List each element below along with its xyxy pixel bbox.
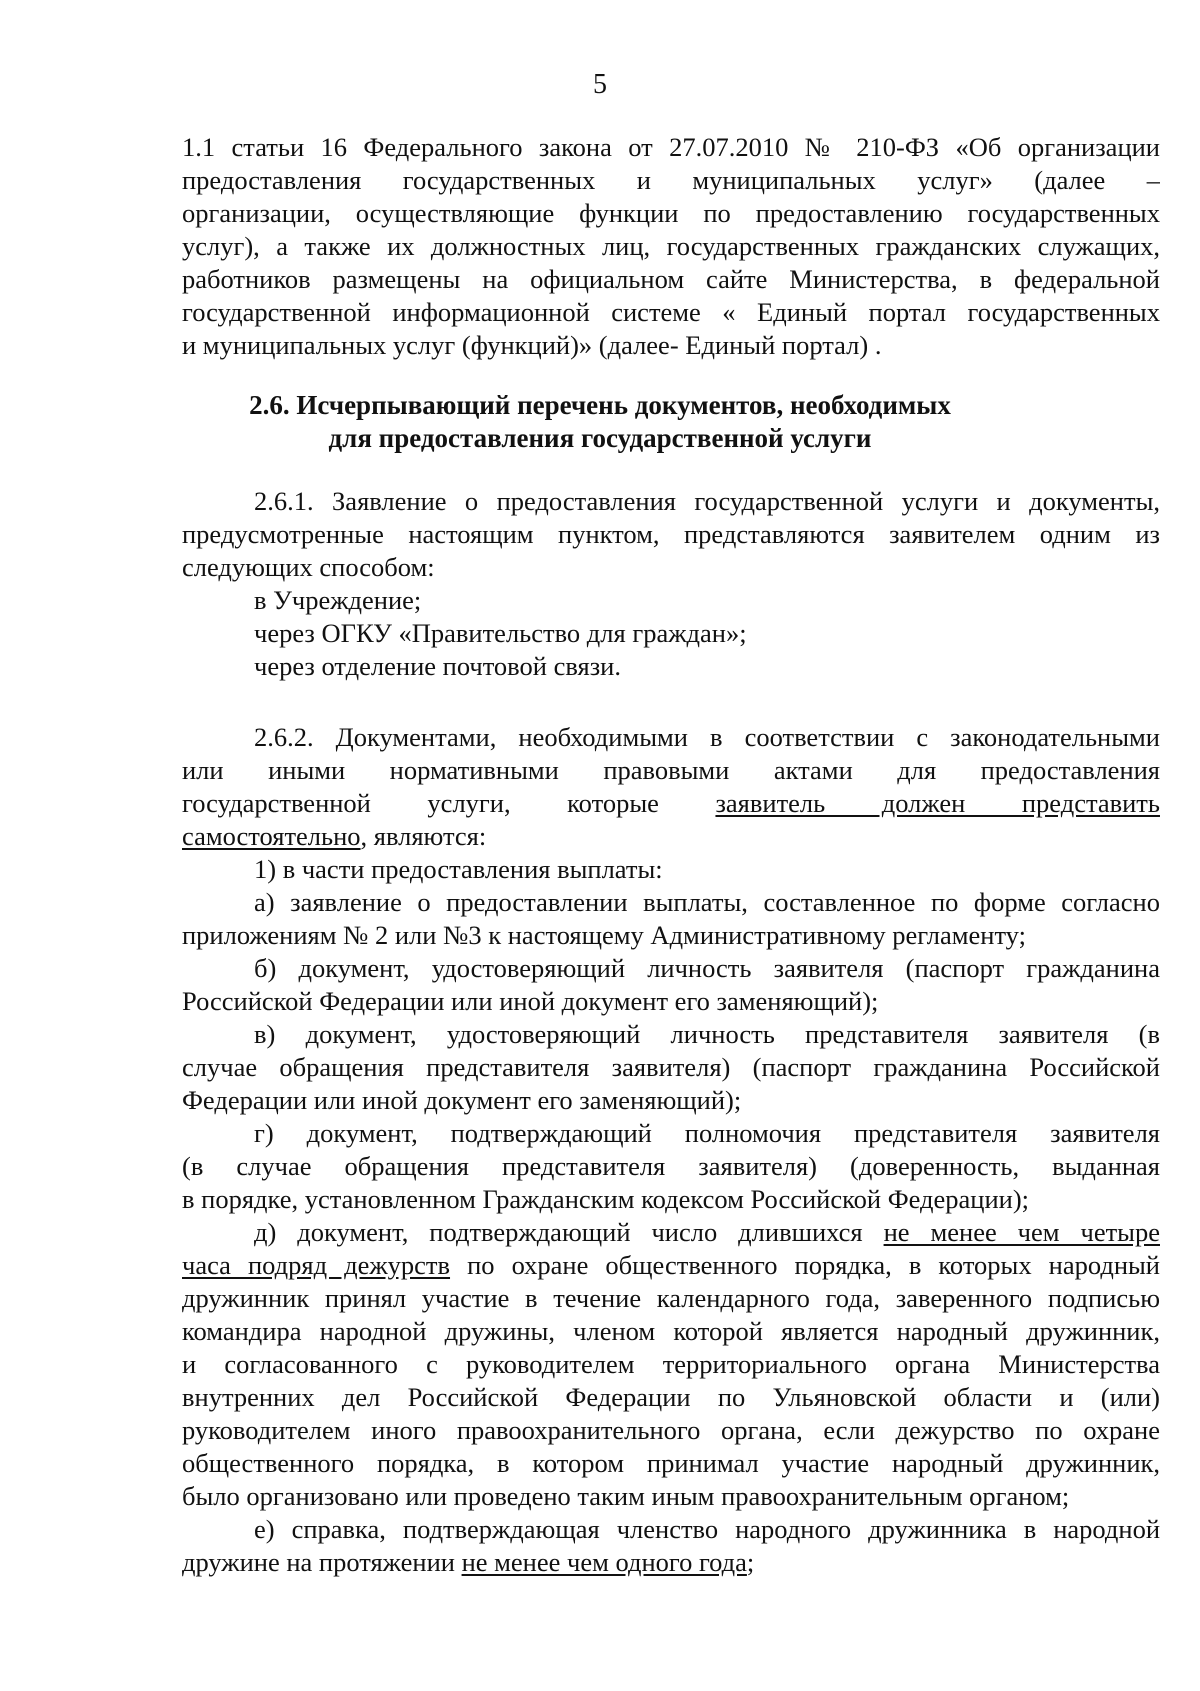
text-span: , являются:	[360, 821, 487, 851]
text-line: б) документ, удостоверяющий личность заявителя (паспорт гражданина	[254, 953, 1160, 983]
text-line: работников размещены на официальном сайте Министерства, в федеральной	[182, 264, 1160, 294]
text-line: 2.6.2. Документами, необходимыми в соответствии с законодательными	[254, 722, 1160, 752]
text-line: командира народной дружины, членом которой является народный дружинник,	[182, 1316, 1160, 1346]
paragraph-2-6-1	[182, 485, 1160, 683]
list-item: через отделение почтовой связи.	[254, 651, 621, 681]
text-line: и муниципальных услуг (функций)» (далее- Единый портал) .	[182, 330, 882, 360]
text-line: государственной информационной системе « Единый портал государственных	[182, 297, 1160, 327]
text-line: услуг), а также их должностных лиц, государственных гражданских служащих,	[182, 231, 1160, 261]
text-span: ;	[746, 1547, 755, 1577]
text-line: в порядке, установленном Гражданским кодексом Российской Федерации);	[182, 1184, 1030, 1214]
text-line: предусмотренные настоящим пунктом, представляются заявителем одним из	[182, 519, 1160, 549]
text-line: 2.6.1. Заявление о предоставления государственной услуги и документы,	[254, 486, 1160, 516]
text-span: государственной услуги, которые	[182, 788, 716, 818]
text-line	[182, 787, 1160, 820]
text-line: а) заявление о предоставлении выплаты, составленное по форме согласно	[254, 887, 1160, 917]
text-line: 1.1 статьи 16 Федерального закона от 27.07.2010 № 210-ФЗ «Об организации	[182, 132, 1160, 162]
heading-line: 2.6. Исчерпывающий перечень документов, необходимых	[249, 390, 951, 420]
text-line: Российской Федерации или иной документ его заменяющий);	[182, 986, 879, 1016]
list-item: в Учреждение;	[254, 585, 422, 615]
text-line: внутренних дел Российской Федерации по Ульяновской области и (или)	[182, 1382, 1160, 1412]
text-line: дружинник принял участие в течение календарного года, заверенного подписью	[182, 1283, 1160, 1313]
text-line: было организовано или проведено таким иным правоохранительным органом;	[182, 1481, 1070, 1511]
text-line	[182, 1546, 1160, 1579]
paragraph-2-6-2	[182, 721, 1160, 1579]
text-line: в) документ, удостоверяющий личность представителя заявителя (в	[254, 1019, 1160, 1049]
underlined-text: не менее чем одного года	[461, 1547, 747, 1577]
text-span: по охране общественного порядка, в которых народный	[450, 1250, 1160, 1280]
text-line: руководителем иного правоохранительного органа, если дежурство по охране	[182, 1415, 1160, 1445]
text-line: общественного порядка, в котором принимал участие народный дружинник,	[182, 1448, 1160, 1478]
text-line	[182, 1249, 1160, 1282]
text-line: случае обращения представителя заявителя) (паспорт гражданина Российской	[182, 1052, 1160, 1082]
text-span: дружине на протяжении	[182, 1547, 462, 1577]
text-line	[182, 1216, 1160, 1249]
underlined-text: не менее чем четыре	[883, 1217, 1160, 1247]
text-line	[182, 820, 1160, 853]
text-line: организации, осуществляющие функции по предоставлению государственных	[182, 198, 1160, 228]
list-item: через ОГКУ «Правительство для граждан»;	[254, 618, 747, 648]
text-line: следующих способом:	[182, 552, 435, 582]
text-line: приложениям № 2 или №3 к настоящему Административному регламенту;	[182, 920, 1026, 950]
text-line: и согласованного с руководителем территориального органа Министерства	[182, 1349, 1160, 1379]
underlined-text: заявитель должен представить	[715, 788, 1160, 818]
intro-paragraph	[182, 131, 1160, 362]
text-span: д) документ, подтверждающий число длившихся	[254, 1217, 884, 1247]
text-line: Федерации или иной документ его заменяющий);	[182, 1085, 742, 1115]
text-line: (в случае обращения представителя заявителя) (доверенность, выданная	[182, 1151, 1160, 1181]
underlined-text: часа подряд дежурств	[182, 1250, 451, 1280]
text-line: предоставления государственных и муниципальных услуг» (далее –	[182, 165, 1160, 195]
text-line: или иными нормативными правовыми актами для предоставления	[182, 755, 1160, 785]
page-number: 5	[593, 69, 607, 100]
text-line: 1) в части предоставления выплаты:	[254, 854, 663, 884]
section-heading	[0, 389, 1200, 455]
text-line: е) справка, подтверждающая членство народного дружинника в народной	[254, 1514, 1160, 1544]
text-line: г) документ, подтверждающий полномочия представителя заявителя	[254, 1118, 1160, 1148]
underlined-text: самостоятельно	[182, 821, 361, 851]
heading-line: для предоставления государственной услуги	[328, 423, 872, 453]
